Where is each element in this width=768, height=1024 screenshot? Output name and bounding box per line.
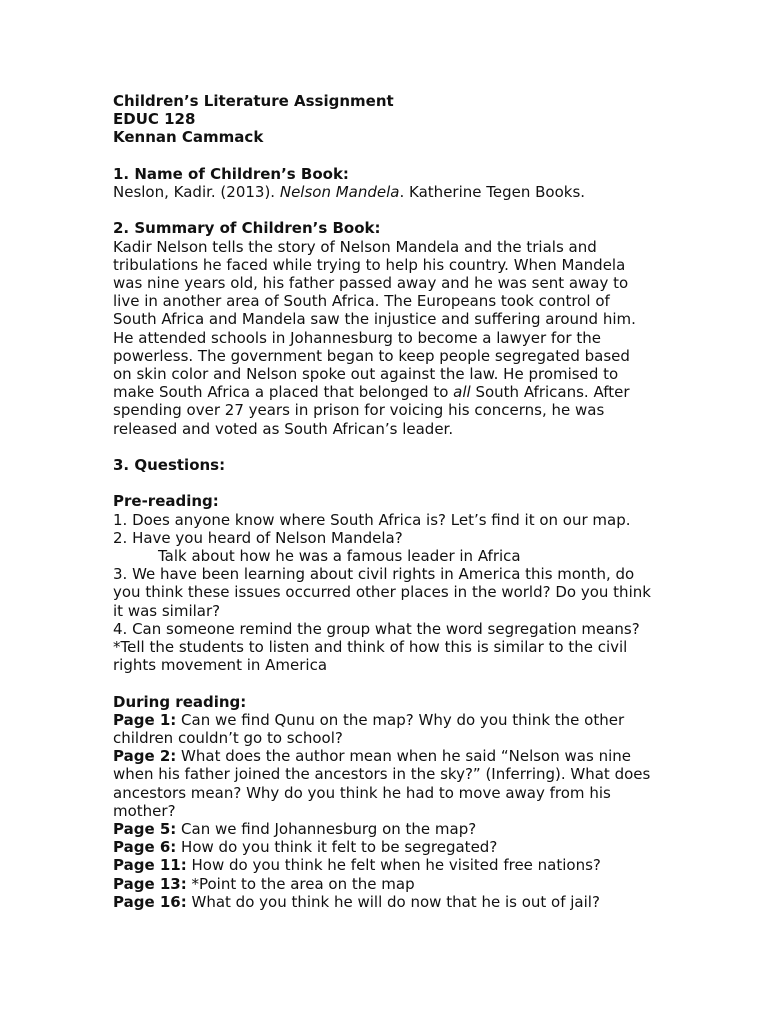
summary-line: spending over 27 years in prison for voicing his concerns, he was (113, 401, 605, 420)
during-reading-heading: During reading: (113, 692, 247, 711)
during-reading-line (113, 784, 673, 802)
summary-line: tribulations he faced while trying to help his country. When Mandela (113, 255, 626, 274)
summary-line: powerless. The government began to keep people segregated based (113, 346, 630, 365)
summary-line: Kadir Nelson tells the story of Nelson Mandela and the trials and (113, 237, 597, 256)
during-reading-line (113, 729, 673, 747)
spacer (113, 674, 673, 692)
page-question: What do you think he will do now that he is out of jail? (186, 892, 600, 911)
pre-reading-note: Talk about how he was a famous leader in Africa (158, 547, 521, 566)
citation-author-year: Neslon, Kadir. (2013). (113, 183, 280, 201)
spacer (113, 147, 673, 165)
summary-line: He attended schools in Johannesburg to become a lawyer for the (113, 328, 601, 347)
pre-reading-question: 2. Have you heard of Nelson Mandela? (113, 528, 403, 547)
during-reading-line (113, 875, 673, 893)
during-reading-line (113, 711, 673, 729)
book-citation (113, 183, 673, 201)
page-question: *Point to the area on the map (186, 874, 415, 893)
summary-line: on skin color and Nelson spoke out against the law. He promised to (113, 365, 619, 384)
during-reading-line (113, 838, 673, 856)
page-question: What does the author mean when he said “Nelson was nine (176, 747, 631, 766)
pre-reading-question: 1. Does anyone know where South Africa is? Let’s find it on our map. (113, 510, 631, 529)
spacer (113, 438, 673, 456)
page-question: Can we find Johannesburg on the map? (176, 820, 477, 839)
page-question: when his father joined the ancestors in the sky?” (Inferring). What does (113, 765, 651, 784)
citation-book-title: Nelson Mandela (279, 183, 400, 201)
during-reading-line (113, 747, 673, 765)
during-reading-line (113, 765, 673, 783)
page-label: Page 16: (113, 892, 187, 911)
document-page (113, 92, 673, 911)
page-label: Page 6: (113, 838, 177, 857)
pre-reading-question: *Tell the students to listen and think of how this is similar to the civil (113, 638, 628, 657)
during-reading-line (113, 893, 673, 911)
summary-line: released and voted as South African’s leader. (113, 419, 454, 438)
course-code: EDUC 128 (113, 110, 196, 129)
pre-reading-question: it was similar? (113, 601, 221, 620)
page-question: How do you think he felt when he visited free nations? (186, 856, 601, 875)
section-1-heading: 1. Name of Children’s Book: (113, 164, 349, 183)
page-question: mother? (113, 801, 176, 820)
during-reading-line (113, 820, 673, 838)
section-3-heading: 3. Questions: (113, 456, 226, 475)
pre-reading-heading: Pre-reading: (113, 492, 219, 511)
citation-publisher: . Katherine Tegen Books. (399, 183, 586, 201)
pre-reading-question: 3. We have been learning about civil rights in America this month, do (113, 565, 635, 584)
page-question: Can we find Qunu on the map? Why do you think the other (176, 710, 625, 729)
page-label: Page 5: (113, 820, 177, 839)
page-label: Page 13: (113, 874, 187, 893)
summary-emphasis: all (453, 383, 471, 402)
section-2-heading: 2. Summary of Children’s Book: (113, 219, 381, 238)
document-title: Children’s Literature Assignment (113, 92, 394, 110)
page-question: ancestors mean? Why do you think he had to move away from his (113, 783, 611, 802)
summary-line: South Africa and Mandela saw the injustice and suffering around him. (113, 310, 636, 329)
summary-line: was nine years old, his father passed away and he was sent away to (113, 274, 629, 292)
pre-reading-question: 4. Can someone remind the group what the word segregation means? (113, 619, 640, 638)
summary-text: South Africans. After (470, 383, 630, 402)
summary-line: live in another area of South Africa. The Europeans took control of (113, 292, 610, 311)
spacer (113, 201, 673, 219)
during-reading-line (113, 856, 673, 874)
summary-line (113, 383, 673, 401)
page-question: How do you think it felt to be segregated? (176, 838, 498, 857)
page-label: Page 11: (113, 856, 187, 875)
page-label: Page 2: (113, 747, 177, 766)
page-question: children couldn’t go to school? (113, 729, 343, 748)
spacer (113, 474, 673, 492)
pre-reading-question: rights movement in America (113, 656, 328, 675)
author-name: Kennan Cammack (113, 128, 264, 147)
during-reading-line (113, 802, 673, 820)
page-label: Page 1: (113, 710, 177, 729)
summary-text: make South Africa a placed that belonged to (113, 383, 454, 402)
pre-reading-question: you think these issues occurred other places in the world? Do you think (113, 583, 651, 602)
